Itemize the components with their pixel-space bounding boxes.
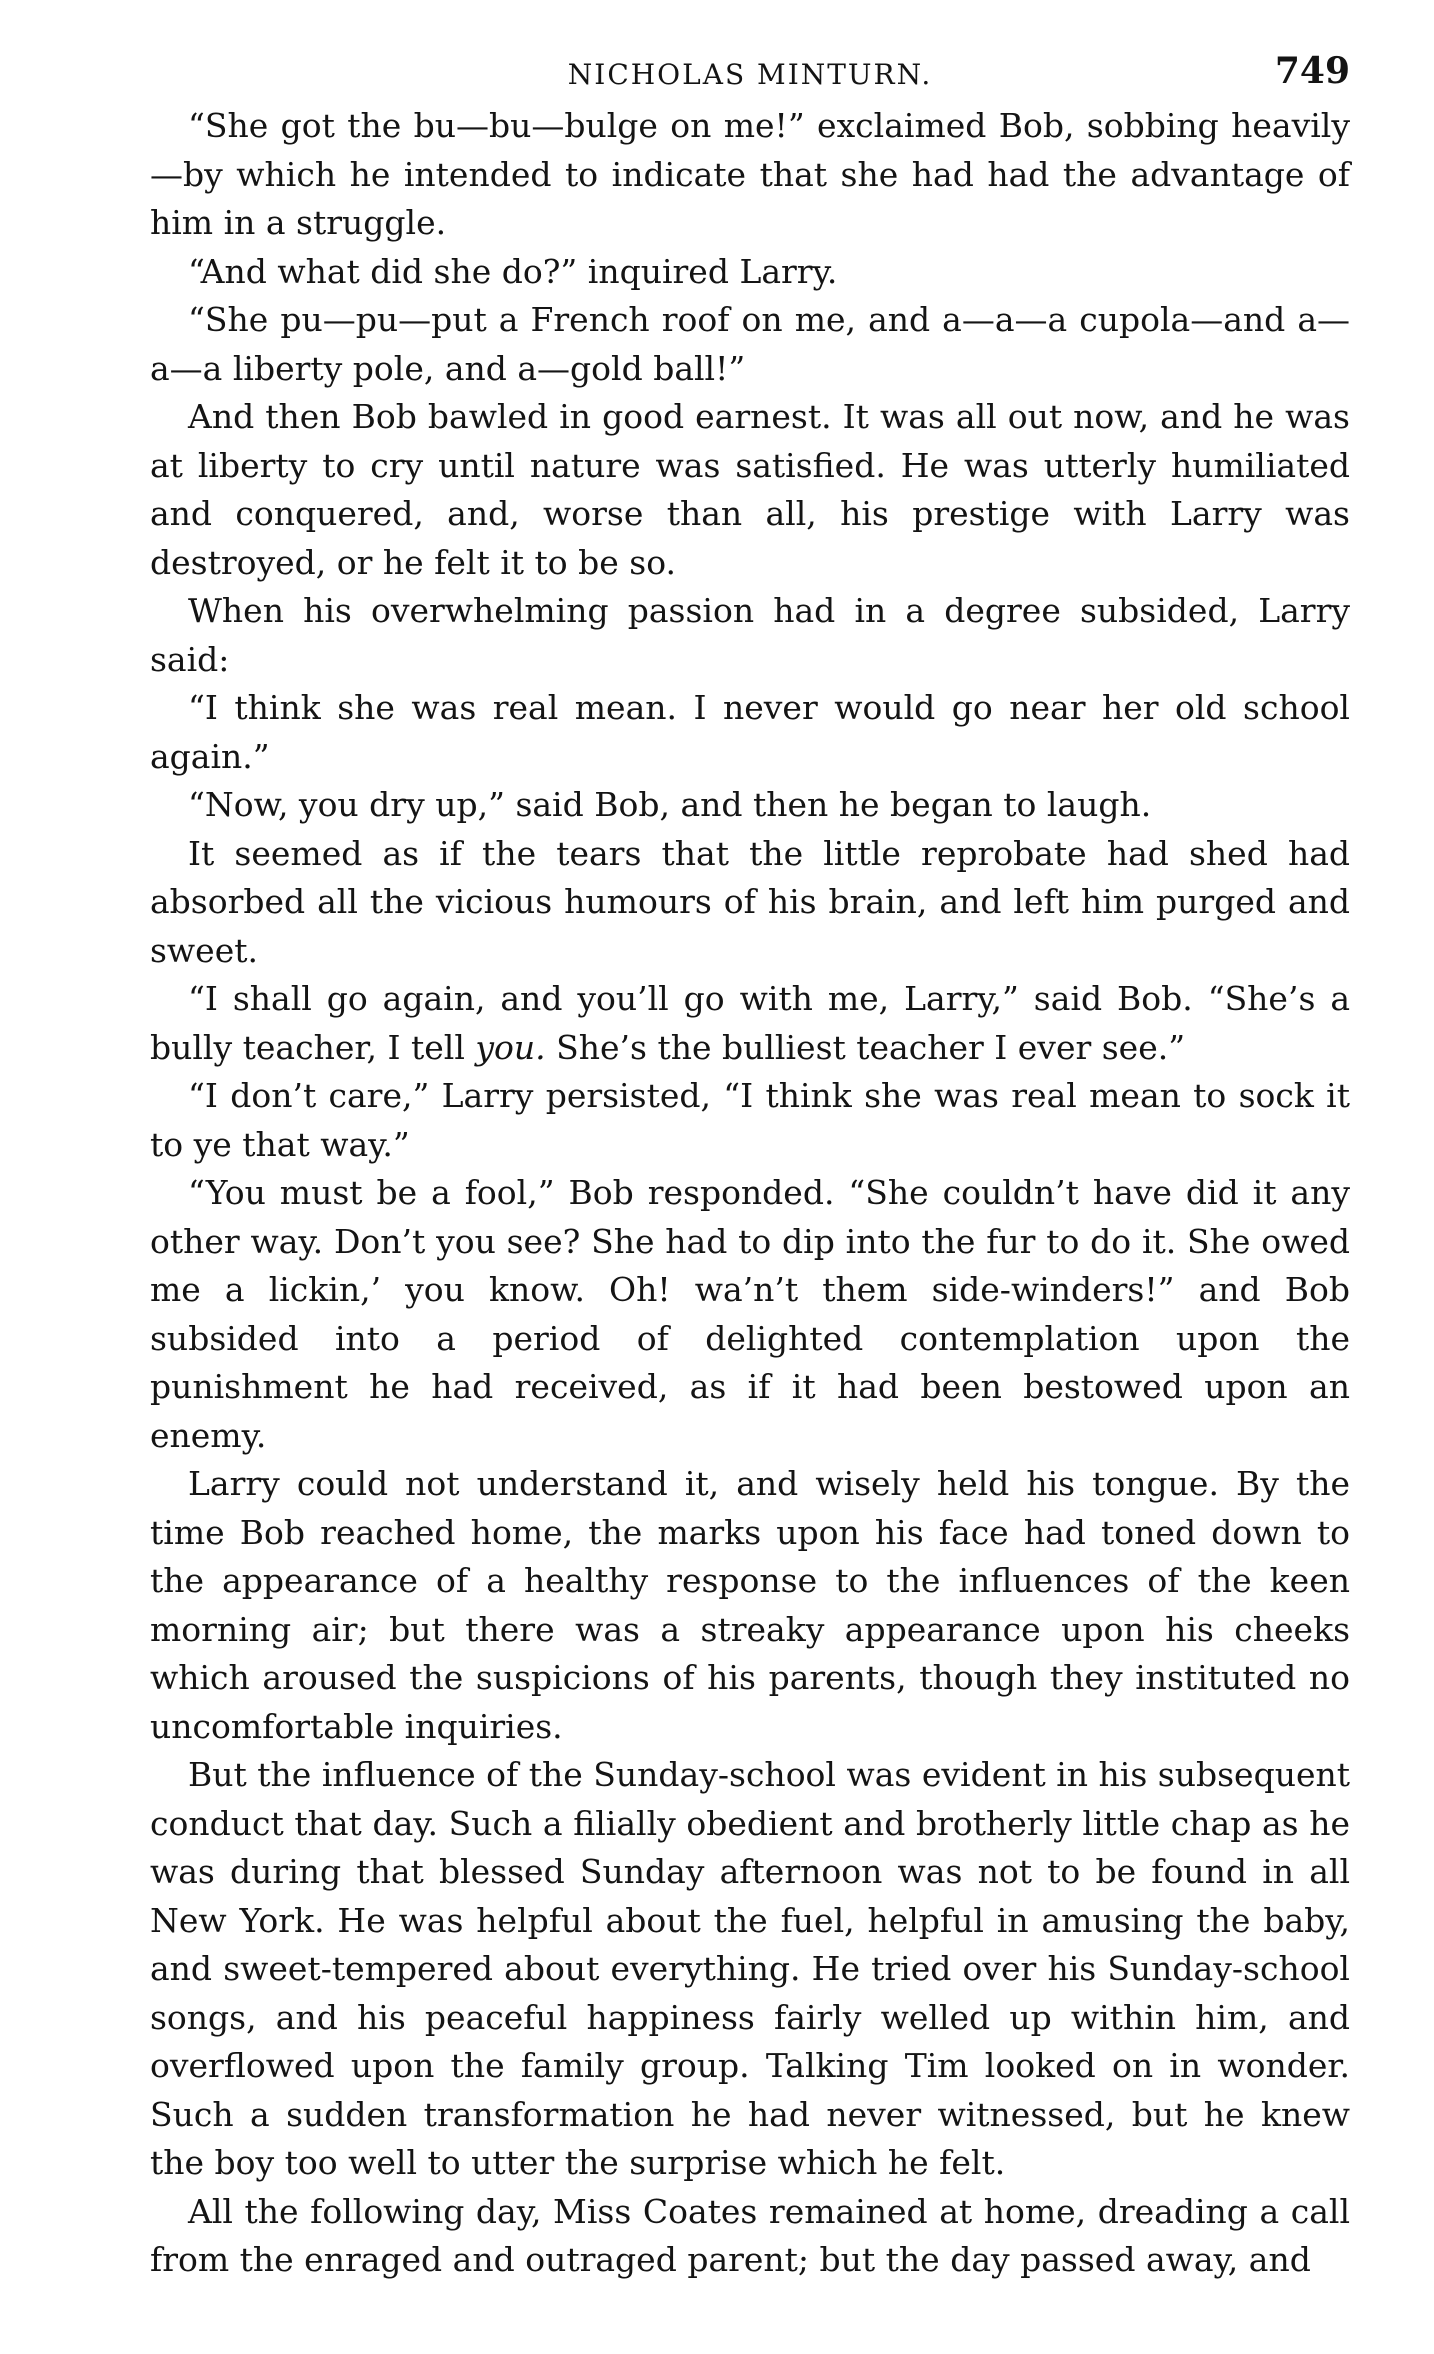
body-text — [150, 102, 1350, 2285]
paragraph: And then Bob bawled in good earnest. It was all out now, and he was at liberty to cry until nature was satisfied. He was utterly humiliated and conquered, and, worse than all, his prestige with Larry was destroyed, or he felt it to be so. — [150, 397, 1350, 582]
paragraph: Larry could not understand it, and wisely held his tongue. By the time Bob reached home, the marks upon his face had toned down to the appearance of a healthy response to the influences of the keen morning air; but there was a streaky appearance upon his cheeks which aroused the suspicions of his parents, though they instituted no uncomfortable inquiries. — [150, 1464, 1350, 1746]
paragraph: “She got the bu—bu—bulge on me!” exclaimed Bob, sobbing heavily—by which he intended to indicate that she had had the advantage of him in a struggle. — [150, 106, 1350, 242]
paragraph — [150, 975, 1350, 1072]
paragraph: All the following day, Miss Coates remained at home, dreading a call from the enraged and outraged parent; but the day passed away, and — [150, 2191, 1350, 2279]
running-title: NICHOLAS MINTURN. — [567, 58, 933, 91]
paragraph: “I don’t care,” Larry persisted, “I think she was real mean to sock it to ye that way.” — [150, 1076, 1350, 1164]
book-page — [150, 40, 1350, 2285]
paragraph-text: “I shall go again, and you’ll go with me, Larry,” said Bob. “She’s a bully teacher, I tell — [150, 979, 1350, 1067]
paragraph: But the influence of the Sunday-school was evident in his subsequent conduct that day. Such a filially obedient and brotherly little chap as he was during that blessed Sunday afternoon was not to be found in all New York. He was helpful about the fuel, helpful in amusing the baby, and sweet-tempered about everything. He tried over his Sunday-school songs, and his peaceful happiness fairly welled up within him, and overflowed upon the family group. Talking Tim looked on in wonder. Such a sudden transformation he had never witnessed, but he knew the boy too well to utter the surprise which he felt. — [150, 1755, 1350, 2182]
paragraph: “I think she was real mean. I never would go near her old school again.” — [150, 688, 1350, 776]
paragraph-text: She’s the bulliest teacher I ever see.” — [545, 1027, 1186, 1067]
paragraph: “And what did she do?” inquired Larry. — [188, 251, 838, 291]
running-head — [150, 40, 1350, 102]
emphasized-word: you. — [475, 1027, 546, 1067]
page-number: 749 — [1274, 50, 1350, 92]
paragraph: “She pu—pu—put a French roof on me, and a—a—a cupola—and a—a—a liberty pole, and a—gold ball!” — [150, 300, 1350, 388]
paragraph: “Now, you dry up,” said Bob, and then he began to laugh. — [188, 785, 1152, 824]
paragraph: It seemed as if the tears that the little reprobate had shed had absorbed all the vicious humours of his brain, and left him purged and sweet. — [150, 833, 1350, 970]
paragraph: “You must be a fool,” Bob responded. “She couldn’t have did it any other way. Don’t you see? She had to dip into the fur to do it. She owed me a lickin,’ you know. Oh! wa’n’t them side-winders!” and Bob subsided into a period of delighted contemplation upon the punishment he had received, as if it had been bestowed upon an enemy. — [150, 1173, 1350, 1455]
paragraph: When his overwhelming passion had in a degree subsided, Larry said: — [150, 591, 1350, 679]
